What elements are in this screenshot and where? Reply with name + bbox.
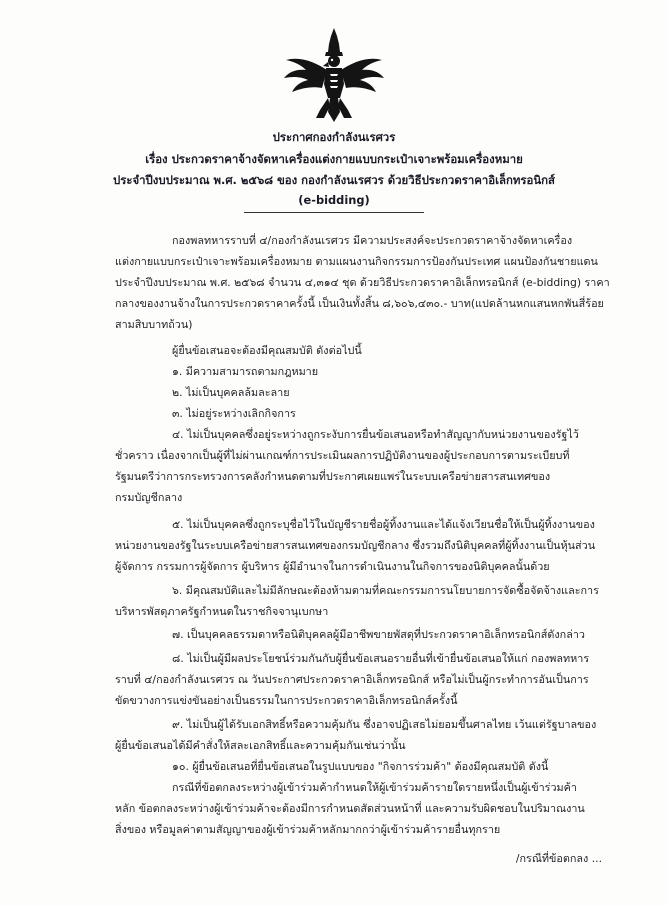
intro-line-4: กลางของงานจ้างในการประกวดราคาครั้งนี้ เป็นเงินทั้งสิ้น ๘,๖๐๖,๔๓๐.- บาท(แปดล้านหกแสนหกพันสี่ร้อย (115, 297, 604, 310)
qualification-item-8-line-3: ขัดขวางการแข่งขันอย่างเป็นธรรมในการประกวดราคาอิเล็กทรอนิกส์ครั้งนี้ (115, 694, 458, 707)
qualification-item-2: ๒. ไม่เป็นบุคคลล้มละลาย (172, 386, 290, 399)
qualification-item-9-line-2: ผู้ยื่นข้อเสนอได้มีคำสั่งให้สละเอกสิทธิ์และความคุ้มกันเช่นว่านั้น (115, 739, 406, 752)
qualification-item-5-line-2: หน่วยงานของรัฐในระบบเครือข่ายสารสนเทศของกรมบัญชีกลาง ซึ่งรวมถึงนิติบุคคลที่ผู้ทิ้งงานเป็นหุ้นส่วน (115, 539, 596, 552)
qualification-item-8-line-1: ๘. ไม่เป็นผู้มีผลประโยชน์ร่วมกันกับผู้ยื่นข้อเสนอรายอื่นที่เข้ายื่นข้อเสนอให้แก่ กองพลทหาร (172, 652, 590, 665)
intro-line-1: กองพลทหารราบที่ ๔/กองกำลังนเรศวร มีความประสงค์จะประกวดราคาจ้างจัดหาเครื่อง (172, 234, 573, 247)
qualification-item-10: ๑๐. ผู้ยื่นข้อเสนอที่ยื่นข้อเสนอในรูปแบบของ "กิจการร่วมค้า" ต้องมีคุณสมบัติ ดังนี้ (172, 760, 549, 773)
intro-line-3: ประจำปีงบประมาณ พ.ศ. ๒๕๖๘ จำนวน ๔,๓๑๔ ชุด ด้วยวิธีประกวดราคาอิเล็กทรอนิกส์ (e-bidding) ราคา (115, 276, 610, 289)
qualification-item-6-line-1: ๖. มีคุณสมบัติและไม่มีลักษณะต้องห้ามตามที่คณะกรรมการนโยบายการจัดซื้อจัดจ้างและการ (172, 584, 599, 597)
qualification-item-10-detail-line-2: หลัก ข้อตกลงระหว่างผู้เข้าร่วมค้าจะต้องมีการกำหนดสัดส่วนหน้าที่ และความรับผิดชอบในปริมาณงาน (115, 802, 585, 815)
continuation-note: /กรณีที่ข้อตกลง ... (515, 852, 602, 865)
subject-line-3: (e-bidding) (298, 193, 370, 207)
qualification-item-7: ๗. เป็นบุคคลธรรมดาหรือนิติบุคคลผู้มีอาชีพขายพัสดุที่ประกวดราคาอิเล็กทรอนิกส์ดังกล่าว (172, 628, 585, 641)
qualification-item-8-line-2: ราบที่ ๔/กองกำลังนเรศวร ณ วันประกาศประกวดราคาอิเล็กทรอนิกส์ หรือไม่เป็นผู้กระทำการอันเป็นการ (115, 673, 589, 686)
qualification-item-4-line-3: รัฐมนตรีว่าการกระทรวงการคลังกำหนดตามที่ประกาศเผยแพร่ในระบบเครือข่ายสารสนเทศของ (115, 470, 551, 483)
qualification-item-6-line-2: บริหารพัสดุภาครัฐกำหนดในราชกิจจานุเบกษา (115, 605, 329, 618)
qualification-item-1: ๑. มีความสามารถตามกฎหมาย (172, 365, 319, 378)
subject-line-1: เรื่อง ประกวดราคาจ้างจัดหาเครื่องแต่งกายแบบกระเป๋าเจาะพร้อมเครื่องหมาย (145, 152, 523, 166)
garuda-emblem-icon (280, 26, 388, 124)
qualification-item-4-line-4: กรมบัญชีกลาง (115, 491, 183, 504)
qualification-item-5-line-1: ๕. ไม่เป็นบุคคลซึ่งถูกระบุชื่อไว้ในบัญชีรายชื่อผู้ทิ้งงานและได้แจ้งเวียนชื่อให้เป็นผู้ทิ้งงานของ (172, 518, 595, 531)
qualification-item-10-detail-line-3: สิ่งของ หรือมูลค่าตามสัญญาของผู้เข้าร่วมค้าหลักมากกว่าผู้เข้าร่วมค้ารายอื่นทุกราย (115, 823, 501, 836)
subject-line-2: ประจำปีงบประมาณ พ.ศ. ๒๕๖๘ ของ กองกำลังนเรศวร ด้วยวิธีประกวดราคาอิเล็กทรอนิกส์ (113, 173, 555, 187)
qualification-item-3: ๓. ไม่อยู่ระหว่างเลิกกิจการ (172, 407, 296, 420)
qualification-item-9-line-1: ๙. ไม่เป็นผู้ได้รับเอกสิทธิ์หรือความคุ้มกัน ซึ่งอาจปฏิเสธไม่ยอมขึ้นศาลไทย เว้นแต่รัฐบาลของ (172, 718, 597, 731)
header-divider (244, 212, 424, 213)
qualification-item-5-line-3: ผู้จัดการ กรรมการผู้จัดการ ผู้บริหาร ผู้มีอำนาจในการดำเนินงานในกิจการของนิติบุคคลนั้นด้วย (115, 560, 550, 573)
qualification-item-4-line-2: ชั่วคราว เนื่องจากเป็นผู้ที่ไม่ผ่านเกณฑ์การประเมินผลการปฏิบัติงานของผู้ประกอบการตามระเบียบที่ (115, 449, 570, 462)
qualification-heading: ผู้ยื่นข้อเสนอจะต้องมีคุณสมบัติ ดังต่อไปนี้ (172, 344, 362, 357)
qualification-item-10-detail-line-1: กรณีที่ข้อตกลงระหว่างผู้เข้าร่วมค้ากำหนดให้ผู้เข้าร่วมค้ารายใดรายหนึ่งเป็นผู้เข้าร่วมค้า (172, 781, 577, 794)
intro-line-5: สามสิบบาทถ้วน) (115, 318, 193, 331)
intro-line-2: แต่งกายแบบกระเป๋าเจาะพร้อมเครื่องหมาย ตามแผนงานกิจกรรมการป้องกันประเทศ แผนป้องกันชายแดน (115, 255, 598, 268)
issuer-title: ประกาศกองกำลังนเรศวร (272, 130, 396, 144)
qualification-item-4-line-1: ๔. ไม่เป็นบุคคลซึ่งอยู่ระหว่างถูกระงับการยื่นข้อเสนอหรือทำสัญญากับหน่วยงานของรัฐไว้ (172, 428, 579, 441)
